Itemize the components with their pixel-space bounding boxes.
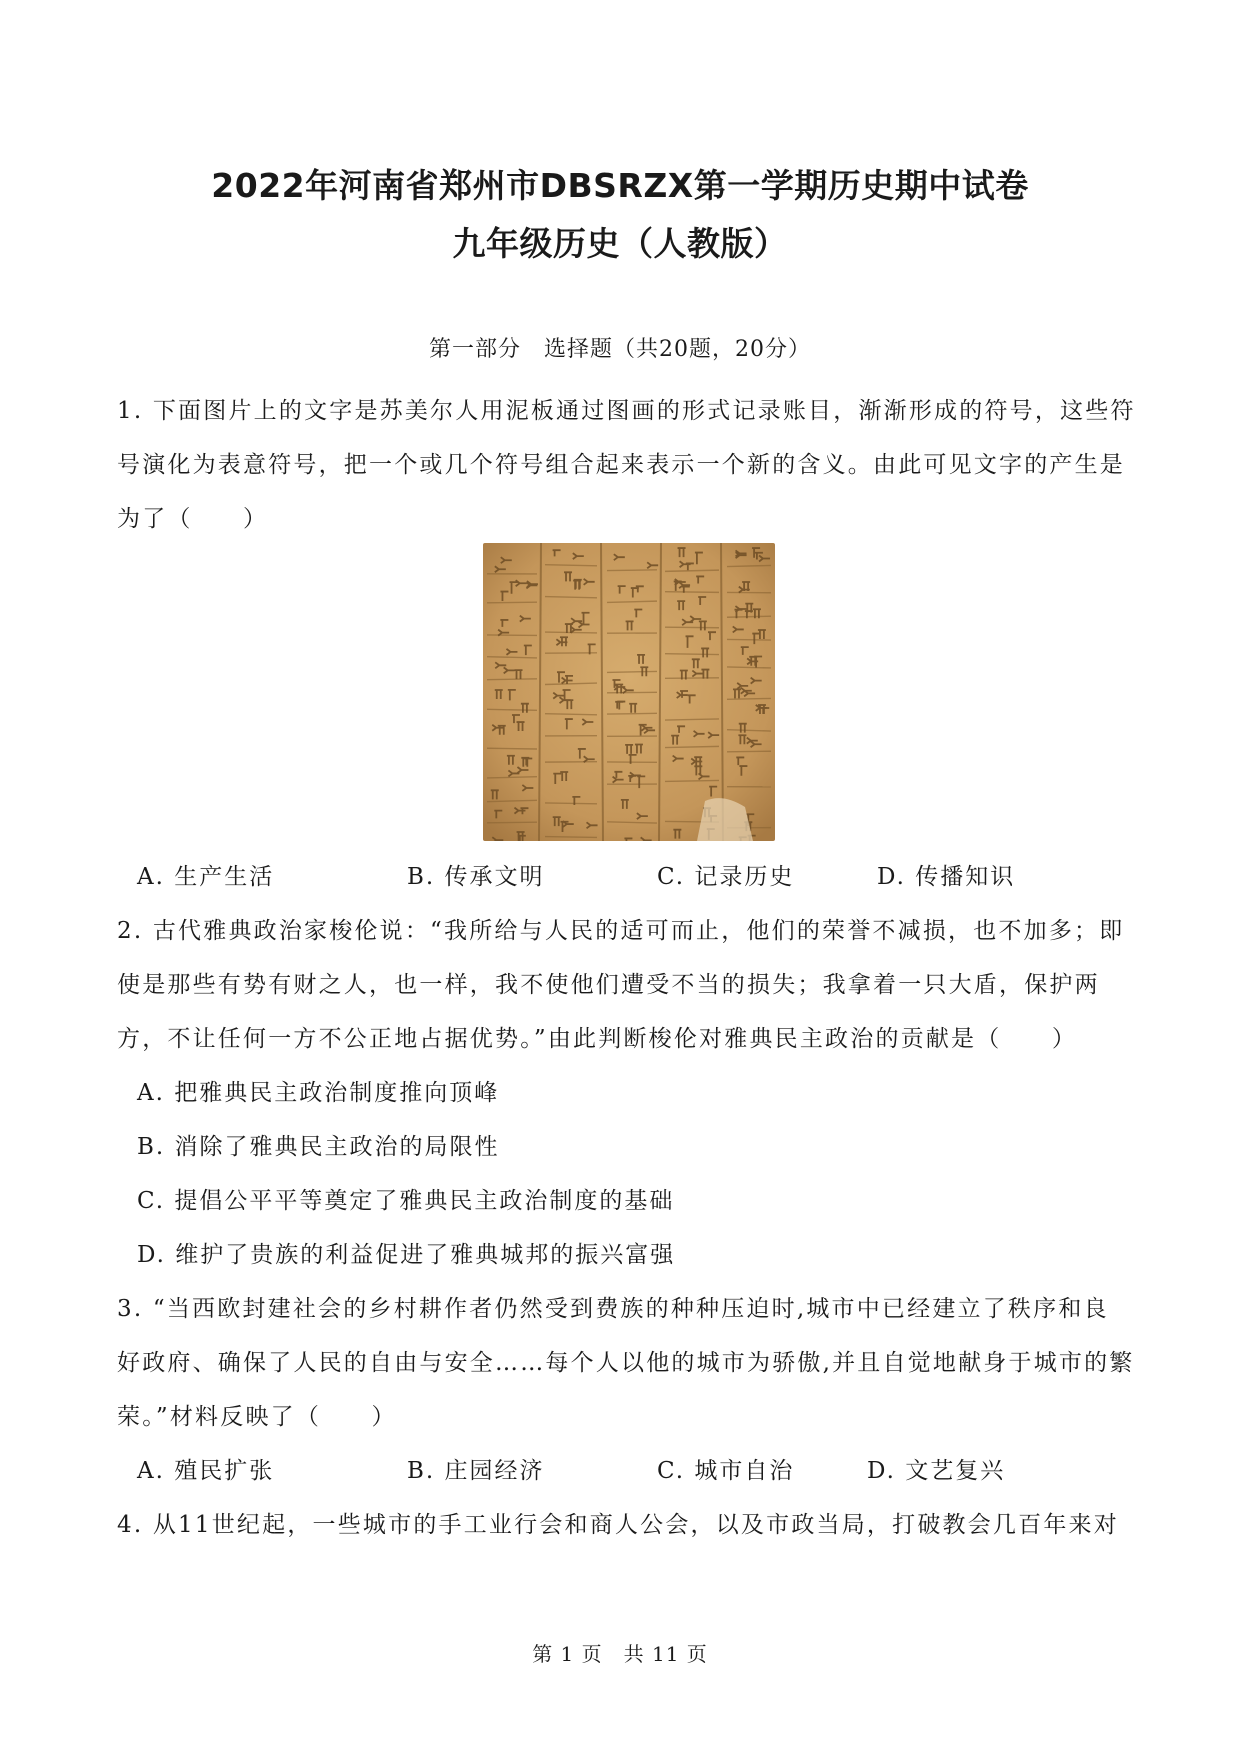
exam-subtitle: 九年级历史（人教版）	[452, 224, 788, 263]
q1-line-1: 1. 下面图片上的文字是苏美尔人用泥板通过图画的形式记录账目，渐渐形成的符号，这些符	[117, 398, 1136, 424]
q4-line-1: 4. 从11世纪起，一些城市的手工业行会和商人公会，以及市政当局，打破教会几百年来对	[117, 1512, 1119, 1538]
q2-option-d: D. 维护了贵族的利益促进了雅典城邦的振兴富强	[137, 1242, 676, 1268]
q2-line-1: 2. 古代雅典政治家梭伦说：“我所给与人民的适可而止，他们的荣誉不减损，也不加多；即	[117, 918, 1125, 944]
q1-option-b: B. 传承文明	[407, 864, 545, 890]
cuneiform-tablet-illustration	[483, 543, 775, 841]
q1-option-a: A. 生产生活	[137, 864, 275, 890]
q3-option-b: B. 庄园经济	[407, 1458, 545, 1484]
q3-line-2: 好政府、确保了人民的自由与安全……每个人以他的城市为骄傲,并且自觉地献身于城市的繁	[117, 1350, 1135, 1376]
q3-option-a: A. 殖民扩张	[137, 1458, 275, 1484]
q1-option-c: C. 记录历史	[657, 864, 795, 890]
q2-option-a: A. 把雅典民主政治制度推向顶峰	[137, 1080, 500, 1106]
q2-option-c: C. 提倡公平平等奠定了雅典民主政治制度的基础	[137, 1188, 675, 1214]
q3-line-1: 3. “当西欧封建社会的乡村耕作者仍然受到费族的种种压迫时,城市中已经建立了秩序和良	[117, 1296, 1109, 1322]
q3-option-c: C. 城市自治	[657, 1458, 795, 1484]
q1-line-3: 为了（ ）	[117, 506, 269, 532]
q1-line-2: 号演化为表意符号，把一个或几个符号组合起来表示一个新的含义。由此可见文字的产生是	[117, 452, 1125, 478]
q2-line-3: 方，不让任何一方不公正地占据优势。”由此判断梭伦对雅典民主政治的贡献是（ ）	[117, 1026, 1078, 1052]
q3-line-3: 荣。”材料反映了（ ）	[117, 1404, 397, 1430]
q2-line-2: 使是那些有势有财之人，也一样，我不使他们遭受不当的损失；我拿着一只大盾，保护两	[117, 972, 1100, 998]
section-heading: 第一部分 选择题（共20题，20分）	[429, 337, 811, 362]
page-footer: 第 1 页 共 11 页	[532, 1642, 708, 1666]
q1-option-d: D. 传播知识	[877, 864, 1016, 890]
cuneiform-tablet-image	[483, 543, 775, 841]
q3-option-d: D. 文艺复兴	[867, 1458, 1006, 1484]
exam-title: 2022年河南省郑州市DBSRZX第一学期历史期中试卷	[211, 166, 1029, 205]
q2-option-b: B. 消除了雅典民主政治的局限性	[137, 1134, 500, 1160]
